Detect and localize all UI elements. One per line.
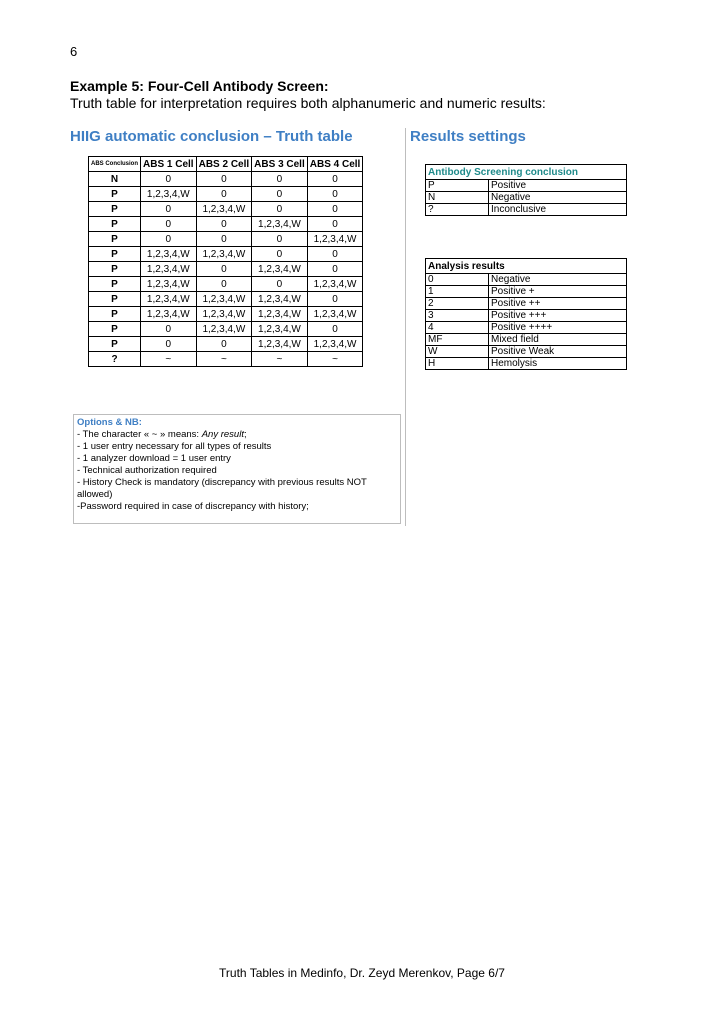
conclusion-cell: P xyxy=(89,202,141,217)
code-cell: W xyxy=(426,346,489,358)
conclusion-row xyxy=(426,192,627,204)
options-box xyxy=(73,414,401,524)
cell-value: ~ xyxy=(307,352,363,367)
cell-value: 0 xyxy=(196,277,252,292)
code-cell: N xyxy=(426,192,489,204)
option-line: - 1 analyzer download = 1 user entry xyxy=(77,453,231,464)
cell-value: 0 xyxy=(196,187,252,202)
conclusion-cell: P xyxy=(89,247,141,262)
truth-table-row xyxy=(89,307,363,322)
header-abs-1-cell: ABS 1 Cell xyxy=(141,157,197,172)
cell-value: 1,2,3,4,W xyxy=(141,262,197,277)
conclusion-cell: P xyxy=(89,187,141,202)
cell-value: 1,2,3,4,W xyxy=(196,307,252,322)
analysis-row xyxy=(426,334,627,346)
cell-value: 1,2,3,4,W xyxy=(252,292,308,307)
code-cell: 0 xyxy=(426,274,489,286)
cell-value: 1,2,3,4,W xyxy=(196,202,252,217)
cell-value: 0 xyxy=(307,187,363,202)
cell-value: 1,2,3,4,W xyxy=(252,307,308,322)
cell-value: 0 xyxy=(141,337,197,352)
option-line: -Password required in case of discrepancy with history; xyxy=(77,501,309,512)
cell-value: 0 xyxy=(307,217,363,232)
cell-value: 1,2,3,4,W xyxy=(307,307,363,322)
cell-value: 1,2,3,4,W xyxy=(252,322,308,337)
example-subtitle: Truth table for interpretation requires both alphanumeric and numeric results: xyxy=(70,95,546,111)
conclusion-cell: P xyxy=(89,307,141,322)
truth-table-header-row xyxy=(89,157,363,172)
analysis-row xyxy=(426,286,627,298)
cell-value: 0 xyxy=(307,202,363,217)
truth-table-row xyxy=(89,352,363,367)
conclusion-cell: N xyxy=(89,172,141,187)
option-line: - The character « ~ » means: Any result; xyxy=(77,429,247,440)
code-cell: 1 xyxy=(426,286,489,298)
analysis-results-table xyxy=(425,258,627,370)
conclusion-cell: ? xyxy=(89,352,141,367)
cell-value: 0 xyxy=(196,262,252,277)
cell-value: 0 xyxy=(196,232,252,247)
cell-value: 1,2,3,4,W xyxy=(196,322,252,337)
cell-value: 0 xyxy=(252,202,308,217)
cell-value: 0 xyxy=(307,247,363,262)
antibody-screening-title: Antibody Screening conclusion xyxy=(426,165,627,180)
truth-table-row xyxy=(89,337,363,352)
cell-value: 0 xyxy=(307,292,363,307)
cell-value: 0 xyxy=(141,232,197,247)
cell-value: 0 xyxy=(307,322,363,337)
cell-value: 1,2,3,4,W xyxy=(141,277,197,292)
cell-value: 1,2,3,4,W xyxy=(141,307,197,322)
conclusion-cell: P xyxy=(89,322,141,337)
conclusion-row xyxy=(426,180,627,192)
cell-value: 0 xyxy=(252,232,308,247)
cell-value: 0 xyxy=(196,217,252,232)
truth-table-row xyxy=(89,277,363,292)
cell-value: 1,2,3,4,W xyxy=(307,277,363,292)
code-cell: P xyxy=(426,180,489,192)
option-line: - History Check is mandatory (discrepancy with previous results NOT allowed) xyxy=(77,477,367,500)
truth-table-row xyxy=(89,262,363,277)
analysis-row xyxy=(426,298,627,310)
cell-value: 1,2,3,4,W xyxy=(252,217,308,232)
cell-value: 1,2,3,4,W xyxy=(196,247,252,262)
meaning-cell: Mixed field xyxy=(489,334,627,346)
conclusion-row xyxy=(426,204,627,216)
meaning-cell: Positive + xyxy=(489,286,627,298)
code-cell: 4 xyxy=(426,322,489,334)
cell-value: 1,2,3,4,W xyxy=(141,187,197,202)
truth-table-row xyxy=(89,232,363,247)
truth-table-row xyxy=(89,172,363,187)
analysis-row xyxy=(426,322,627,334)
cell-value: 0 xyxy=(141,202,197,217)
conclusion-cell: P xyxy=(89,277,141,292)
truth-table-heading: HIIG automatic conclusion – Truth table xyxy=(70,128,353,145)
meaning-cell: Negative xyxy=(489,274,627,286)
option-line: - Technical authorization required xyxy=(77,465,217,476)
analysis-row xyxy=(426,310,627,322)
results-settings-heading: Results settings xyxy=(410,128,526,145)
truth-table-row xyxy=(89,187,363,202)
truth-table-row xyxy=(89,217,363,232)
truth-table xyxy=(88,156,363,367)
cell-value: 1,2,3,4,W xyxy=(252,337,308,352)
code-cell: 2 xyxy=(426,298,489,310)
page-number: 6 xyxy=(70,44,78,59)
section-divider xyxy=(405,128,406,526)
conclusion-cell: P xyxy=(89,217,141,232)
meaning-cell: Inconclusive xyxy=(489,204,627,216)
option-line: - 1 user entry necessary for all types of results xyxy=(77,441,272,452)
conclusion-cell: P xyxy=(89,292,141,307)
cell-value: 1,2,3,4,W xyxy=(307,337,363,352)
meaning-cell: Positive +++ xyxy=(489,310,627,322)
truth-table-row xyxy=(89,247,363,262)
cell-value: 0 xyxy=(141,322,197,337)
analysis-row xyxy=(426,274,627,286)
header-abs-3-cell: ABS 3 Cell xyxy=(252,157,308,172)
meaning-cell: Positive ++++ xyxy=(489,322,627,334)
meaning-cell: Hemolysis xyxy=(489,358,627,370)
cell-value: 0 xyxy=(252,187,308,202)
meaning-cell: Negative xyxy=(489,192,627,204)
cell-value: ~ xyxy=(141,352,197,367)
cell-value: 0 xyxy=(252,172,308,187)
analysis-row xyxy=(426,358,627,370)
analysis-row xyxy=(426,346,627,358)
cell-value: 1,2,3,4,W xyxy=(141,247,197,262)
cell-value: ~ xyxy=(196,352,252,367)
code-cell: 3 xyxy=(426,310,489,322)
cell-value: 0 xyxy=(141,217,197,232)
cell-value: 1,2,3,4,W xyxy=(141,292,197,307)
truth-table-row xyxy=(89,322,363,337)
meaning-cell: Positive Weak xyxy=(489,346,627,358)
cell-value: 1,2,3,4,W xyxy=(196,292,252,307)
conclusion-cell: P xyxy=(89,337,141,352)
analysis-results-title: Analysis results xyxy=(426,259,627,274)
example-title: Example 5: Four-Cell Antibody Screen: xyxy=(70,78,329,94)
header-abs-4-cell: ABS 4 Cell xyxy=(307,157,363,172)
code-cell: MF xyxy=(426,334,489,346)
truth-table-row xyxy=(89,292,363,307)
page-footer: Truth Tables in Medinfo, Dr. Zeyd Merenkov, Page 6/7 xyxy=(219,966,505,980)
truth-table-row xyxy=(89,202,363,217)
code-cell: H xyxy=(426,358,489,370)
header-abs-2-cell: ABS 2 Cell xyxy=(196,157,252,172)
cell-value: 0 xyxy=(307,262,363,277)
conclusion-cell: P xyxy=(89,262,141,277)
conclusion-cell: P xyxy=(89,232,141,247)
cell-value: 1,2,3,4,W xyxy=(252,262,308,277)
cell-value: 1,2,3,4,W xyxy=(307,232,363,247)
cell-value: 0 xyxy=(252,277,308,292)
cell-value: 0 xyxy=(307,172,363,187)
cell-value: 0 xyxy=(196,337,252,352)
meaning-cell: Positive xyxy=(489,180,627,192)
cell-value: ~ xyxy=(252,352,308,367)
antibody-screening-conclusion-table xyxy=(425,164,627,216)
cell-value: 0 xyxy=(196,172,252,187)
cell-value: 0 xyxy=(141,172,197,187)
cell-value: 0 xyxy=(252,247,308,262)
header-abs-conclusion: ABS Conclusion xyxy=(89,157,141,172)
options-title: Options & NB: xyxy=(77,417,142,428)
code-cell: ? xyxy=(426,204,489,216)
meaning-cell: Positive ++ xyxy=(489,298,627,310)
